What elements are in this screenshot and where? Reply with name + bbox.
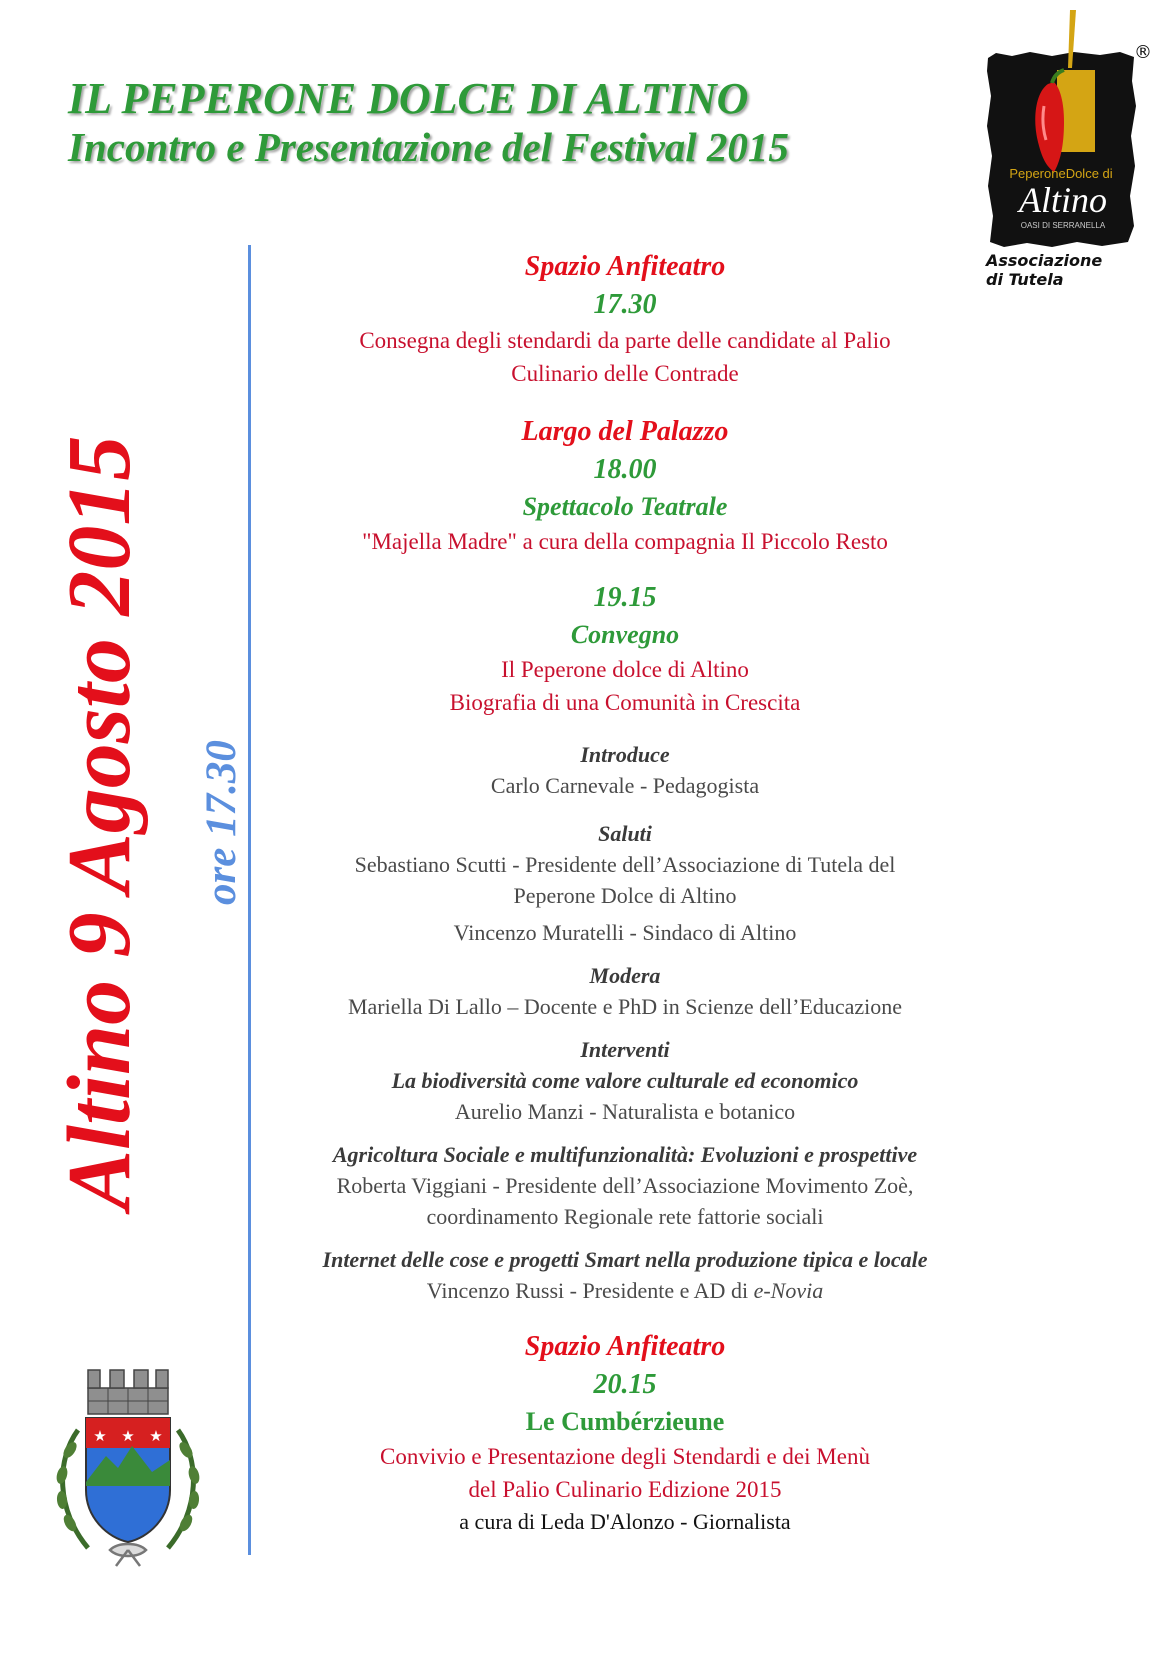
speaker: Vincenzo Muratelli - Sindaco di Altino (453, 920, 797, 945)
speaker: Peperone Dolce di Altino (513, 883, 737, 908)
role-label: Interventi (580, 1037, 670, 1062)
municipal-coat-of-arms (48, 1360, 208, 1570)
session-time: 19.15 (593, 582, 657, 613)
vertical-divider (248, 245, 251, 1555)
wreath-right (168, 1430, 201, 1548)
speaker-interventi (270, 1034, 980, 1306)
association-logo (982, 6, 1152, 296)
session-desc: Biografia di una Comunità in Crescita (449, 690, 801, 715)
session-time: 17.30 (593, 289, 657, 320)
shield-icon (86, 1418, 170, 1542)
session-venue: Spazio Anfiteatro (524, 251, 726, 282)
speaker-intro (270, 739, 980, 801)
star-icon: ★ (149, 1427, 163, 1445)
speaker-text: Vincenzo Russi - Presidente e AD di (426, 1278, 754, 1303)
session-venue: Largo del Palazzo (521, 416, 729, 447)
page-title (68, 74, 789, 171)
session-title: Convegno (570, 620, 680, 649)
wreath-left (55, 1430, 88, 1548)
registered-mark: ® (1134, 42, 1152, 63)
speaker: Aurelio Manzi - Naturalista e botanico (454, 1099, 796, 1124)
speaker-saluti (270, 818, 980, 948)
session-desc: Il Peperone dolce di Altino (501, 657, 749, 682)
speaker: Mariella Di Lallo – Docente e PhD in Scienze dell’Educazione (347, 994, 903, 1019)
session-curator: a cura di Leda D'Alonzo - Giornalista (459, 1509, 791, 1534)
session-palazzo-1800 (270, 413, 980, 558)
logo-tagline: OASI DI SERRANELLA (1020, 221, 1106, 230)
session-time: 18.00 (593, 454, 657, 485)
session-desc: del Palio Culinario Edizione 2015 (468, 1477, 782, 1502)
role-label: Modera (589, 963, 661, 988)
star-icon: ★ (121, 1427, 135, 1445)
session-anfiteatro-1730 (270, 248, 980, 390)
session-desc: "Majella Madre" a cura della compagnia Il Piccolo Resto (362, 529, 888, 554)
company-name: e-Novia (753, 1278, 824, 1303)
talk-topic: La biodiversità come valore culturale ed economico (391, 1068, 859, 1093)
session-desc: Consegna degli stendardi da parte delle candidate al Palio (359, 328, 891, 353)
ribbon-bow-icon (110, 1544, 146, 1566)
speaker: Carlo Carnevale - Pedagogista (490, 773, 760, 798)
title-line-2: Incontro e Presentazione del Festival 2015 (68, 124, 789, 171)
role-label: Saluti (598, 821, 652, 846)
role-label: Introduce (580, 742, 670, 767)
speaker (270, 1275, 980, 1306)
session-convegno-1915 (270, 579, 980, 719)
talk-topic: Agricoltura Sociale e multifunzionalità: Evoluzioni e prospettive (332, 1142, 918, 1167)
event-time: ore 17.30 (198, 740, 245, 905)
logo-assoc-line1: Associazione (986, 251, 1103, 270)
star-icon: ★ (93, 1427, 107, 1445)
event-date: Altino 9 Agosto 2015 (50, 435, 149, 1210)
speaker: coordinamento Regionale rete fattorie sociali (426, 1204, 824, 1229)
program (270, 248, 980, 1537)
session-anfiteatro-2015 (270, 1328, 980, 1537)
session-title: Spettacolo Teatrale (522, 492, 728, 521)
logo-brand-line2: Altino (1019, 180, 1107, 220)
speaker: Roberta Viggiani - Presidente dell’Associazione Movimento Zoè, (336, 1173, 914, 1198)
logo-brand-line1: PeperoneDolce di (1009, 166, 1113, 181)
title-line-1: IL PEPERONE DOLCE DI ALTINO (68, 74, 749, 123)
session-time: 20.15 (593, 1369, 657, 1400)
crown-icon (88, 1370, 168, 1414)
talk-topic: Internet delle cose e progetti Smart nella produzione tipica e locale (322, 1247, 928, 1272)
session-title: Le Cumbérzieune (525, 1407, 725, 1436)
speaker: Sebastiano Scutti - Presidente dell’Associazione di Tutela del (354, 852, 896, 877)
session-desc: Culinario delle Contrade (511, 361, 739, 386)
session-desc: Convivio e Presentazione degli Stendardi e dei Menù (380, 1444, 870, 1469)
speaker-modera (270, 960, 980, 1022)
session-venue: Spazio Anfiteatro (524, 1331, 726, 1362)
logo-assoc-line2: di Tutela (986, 270, 1064, 289)
